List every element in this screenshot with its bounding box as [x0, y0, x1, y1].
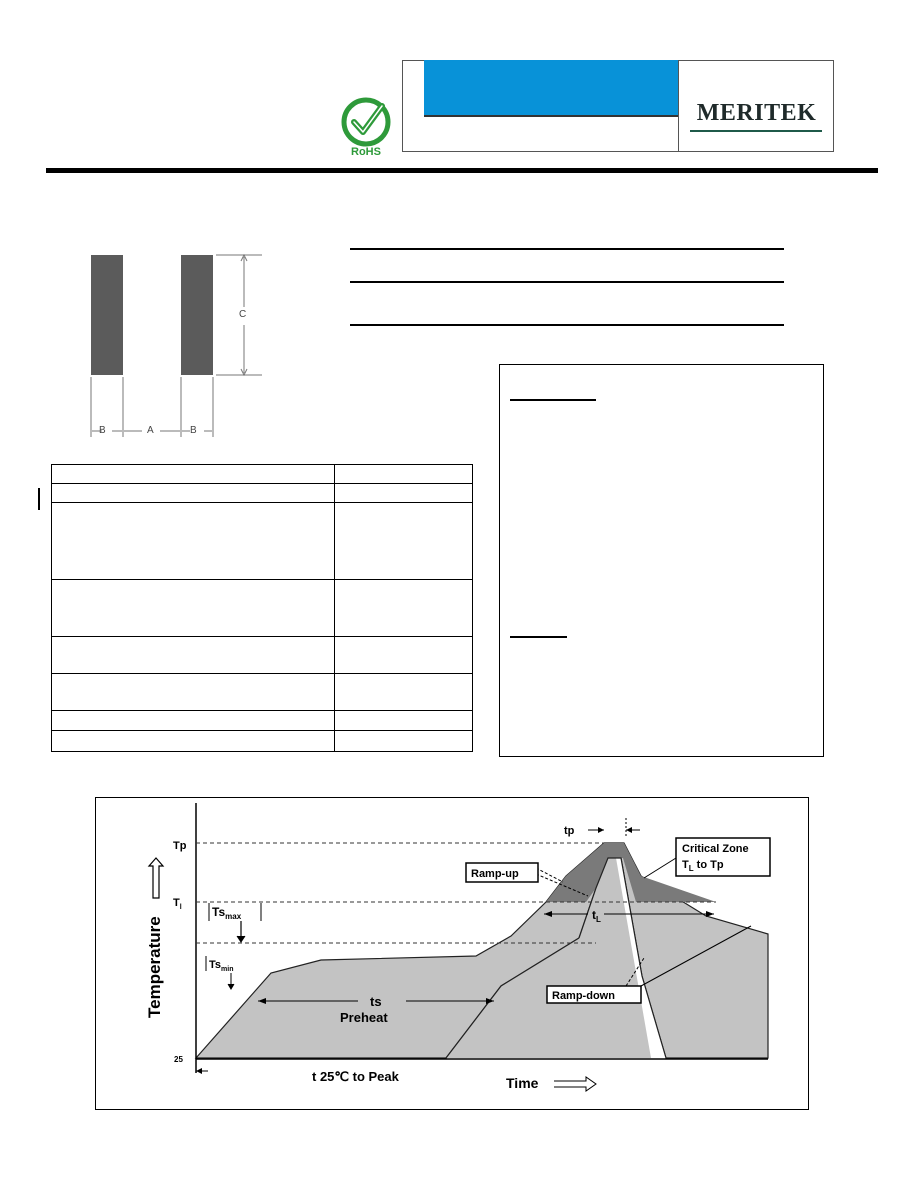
rohs-check-icon — [340, 96, 392, 148]
dim-a: A — [147, 425, 154, 436]
critical-zone-range: $T_L$ to Tp — [682, 859, 724, 873]
critical-zone-title: Critical Zone — [682, 843, 749, 855]
tp-axis-label: Tp — [173, 840, 187, 852]
reflow-spec-table — [51, 464, 473, 752]
spec-row-divider — [52, 483, 472, 484]
spec-row-divider — [52, 502, 472, 503]
title-bar-shadow — [424, 115, 678, 117]
temperature-up-arrow-icon — [149, 858, 163, 898]
ramp-up-label: Ramp-up — [471, 868, 519, 880]
tl-duration-label: $t_L$ — [592, 908, 601, 924]
start-temp-label: 25 — [174, 1055, 183, 1064]
notes-subheading-underline — [510, 636, 567, 638]
brand-underline — [690, 130, 822, 132]
y-axis-label: Temperature — [145, 916, 164, 1018]
ts-max-label: $Ts_{max}$ — [212, 905, 242, 921]
dim-table-rule-bottom — [350, 324, 784, 326]
revision-bar — [38, 488, 40, 510]
spec-row-divider — [52, 710, 472, 711]
dim-c: C — [239, 309, 247, 320]
x-axis-label: Time — [506, 1075, 539, 1091]
spec-row-divider — [52, 579, 472, 580]
tp-label: tp — [564, 825, 575, 837]
ts-label: ts — [370, 994, 382, 1009]
title-bar — [424, 60, 678, 115]
notes-heading-underline — [510, 399, 596, 401]
notes-box — [499, 364, 824, 757]
dim-table-rule-top — [350, 248, 784, 250]
reflow-profile-diagram — [96, 798, 808, 1109]
spec-row-divider — [52, 636, 472, 637]
dim-b-right: B — [190, 425, 197, 436]
t-to-peak-label: t 25℃ to Peak — [312, 1069, 399, 1084]
ts-min-label: $Ts_{min}$ — [209, 959, 234, 973]
ramp-down-label: Ramp-down — [552, 990, 615, 1002]
header-rule — [46, 168, 878, 173]
tl-axis-label: $T_l$ — [173, 897, 182, 911]
pad-dimension-lines — [80, 245, 270, 445]
rohs-logo — [340, 96, 392, 162]
spec-row-divider — [52, 730, 472, 731]
dim-table-rule-mid — [350, 281, 784, 283]
spec-row-divider — [52, 673, 472, 674]
dim-b-left: B — [99, 425, 106, 436]
spec-table-column-divider — [334, 465, 335, 751]
brand-name: MERITEK — [696, 100, 817, 126]
preheat-label: Preheat — [340, 1010, 388, 1025]
rohs-label: RoHS — [351, 146, 381, 158]
